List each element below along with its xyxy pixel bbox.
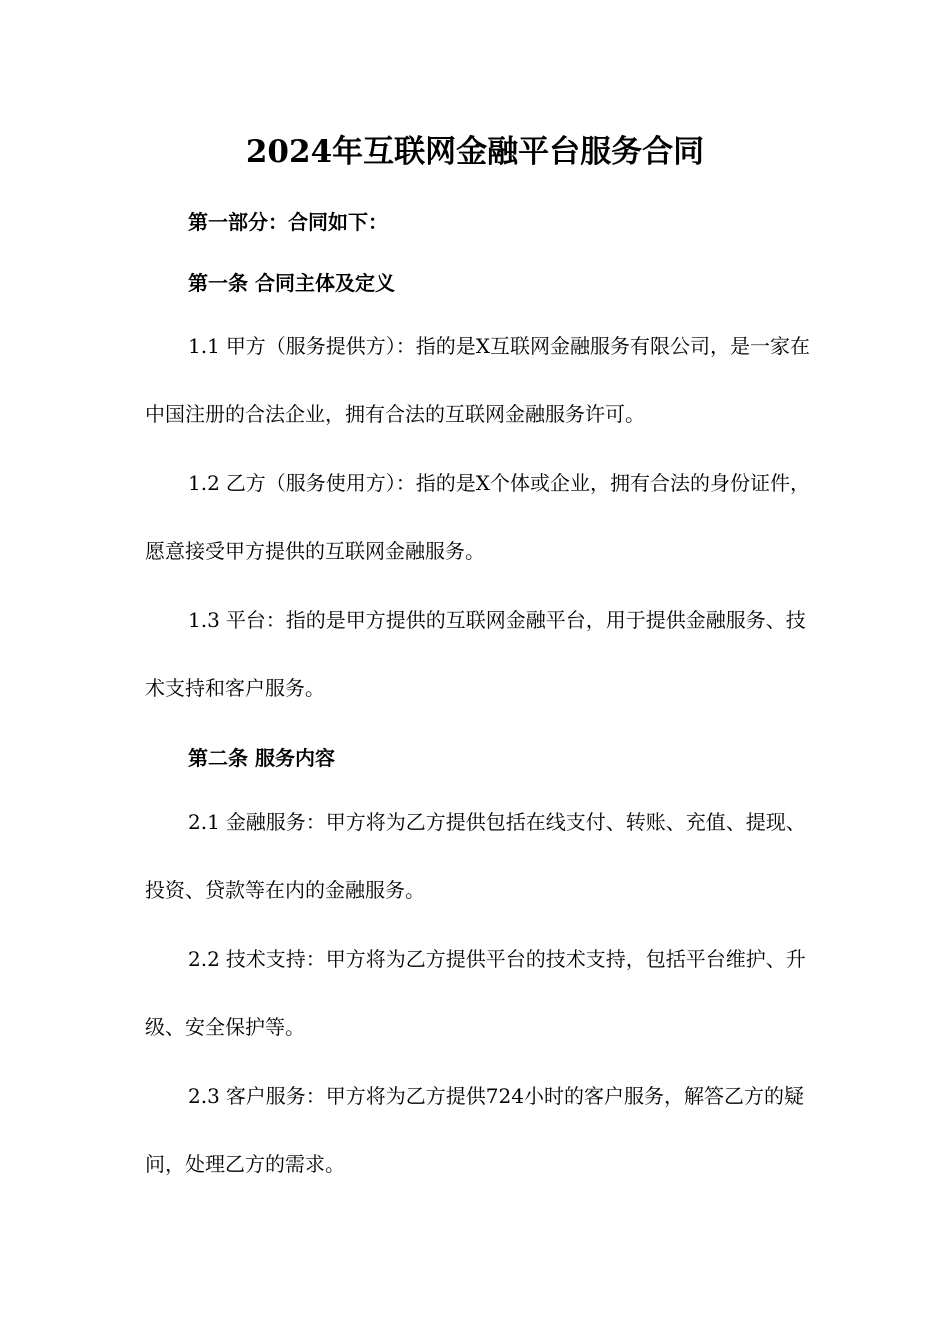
clause-text: 客户服务：甲方将为乙方提供724小时的客户服务，解答乙方的疑问，处理乙方的需求。: [145, 1084, 804, 1176]
document-title: 2024年互联网金融平台服务合同: [245, 134, 705, 170]
article-2-heading: 第二条 服务内容: [188, 746, 335, 770]
clause-text: 平台：指的是甲方提供的互联网金融平台，用于提供金融服务、技术支持和客户服务。: [145, 608, 806, 700]
clause-number: 1.2: [188, 471, 220, 495]
clause-1-3: [145, 586, 825, 722]
part-heading: 第一部分：合同如下：: [188, 210, 388, 234]
clause-number: 1.3: [188, 608, 220, 632]
clause-text: 金融服务：甲方将为乙方提供包括在线支付、转账、充值、提现、投资、贷款等在内的金融服务。: [145, 810, 806, 902]
clause-2-2: [145, 925, 825, 1061]
clause-number: 2.2: [188, 947, 220, 971]
clause-1-1: [145, 312, 825, 448]
clause-1-2: [145, 449, 825, 585]
article-1-heading: 第一条 合同主体及定义: [188, 271, 395, 295]
clause-2-1: [145, 788, 825, 924]
clause-text: 乙方（服务使用方）：指的是X个体或企业，拥有合法的身份证件，愿意接受甲方提供的互联网金融服务。: [145, 471, 811, 563]
clause-text: 技术支持：甲方将为乙方提供平台的技术支持，包括平台维护、升级、安全保护等。: [145, 947, 806, 1039]
clause-number: 1.1: [188, 334, 220, 358]
clause-number: 2.3: [188, 1084, 220, 1108]
clause-text: 甲方（服务提供方）：指的是X互联网金融服务有限公司，是一家在中国注册的合法企业，拥有合法的互联网金融服务许可。: [145, 334, 811, 426]
clause-number: 2.1: [188, 810, 220, 834]
clause-2-3: [145, 1062, 825, 1198]
